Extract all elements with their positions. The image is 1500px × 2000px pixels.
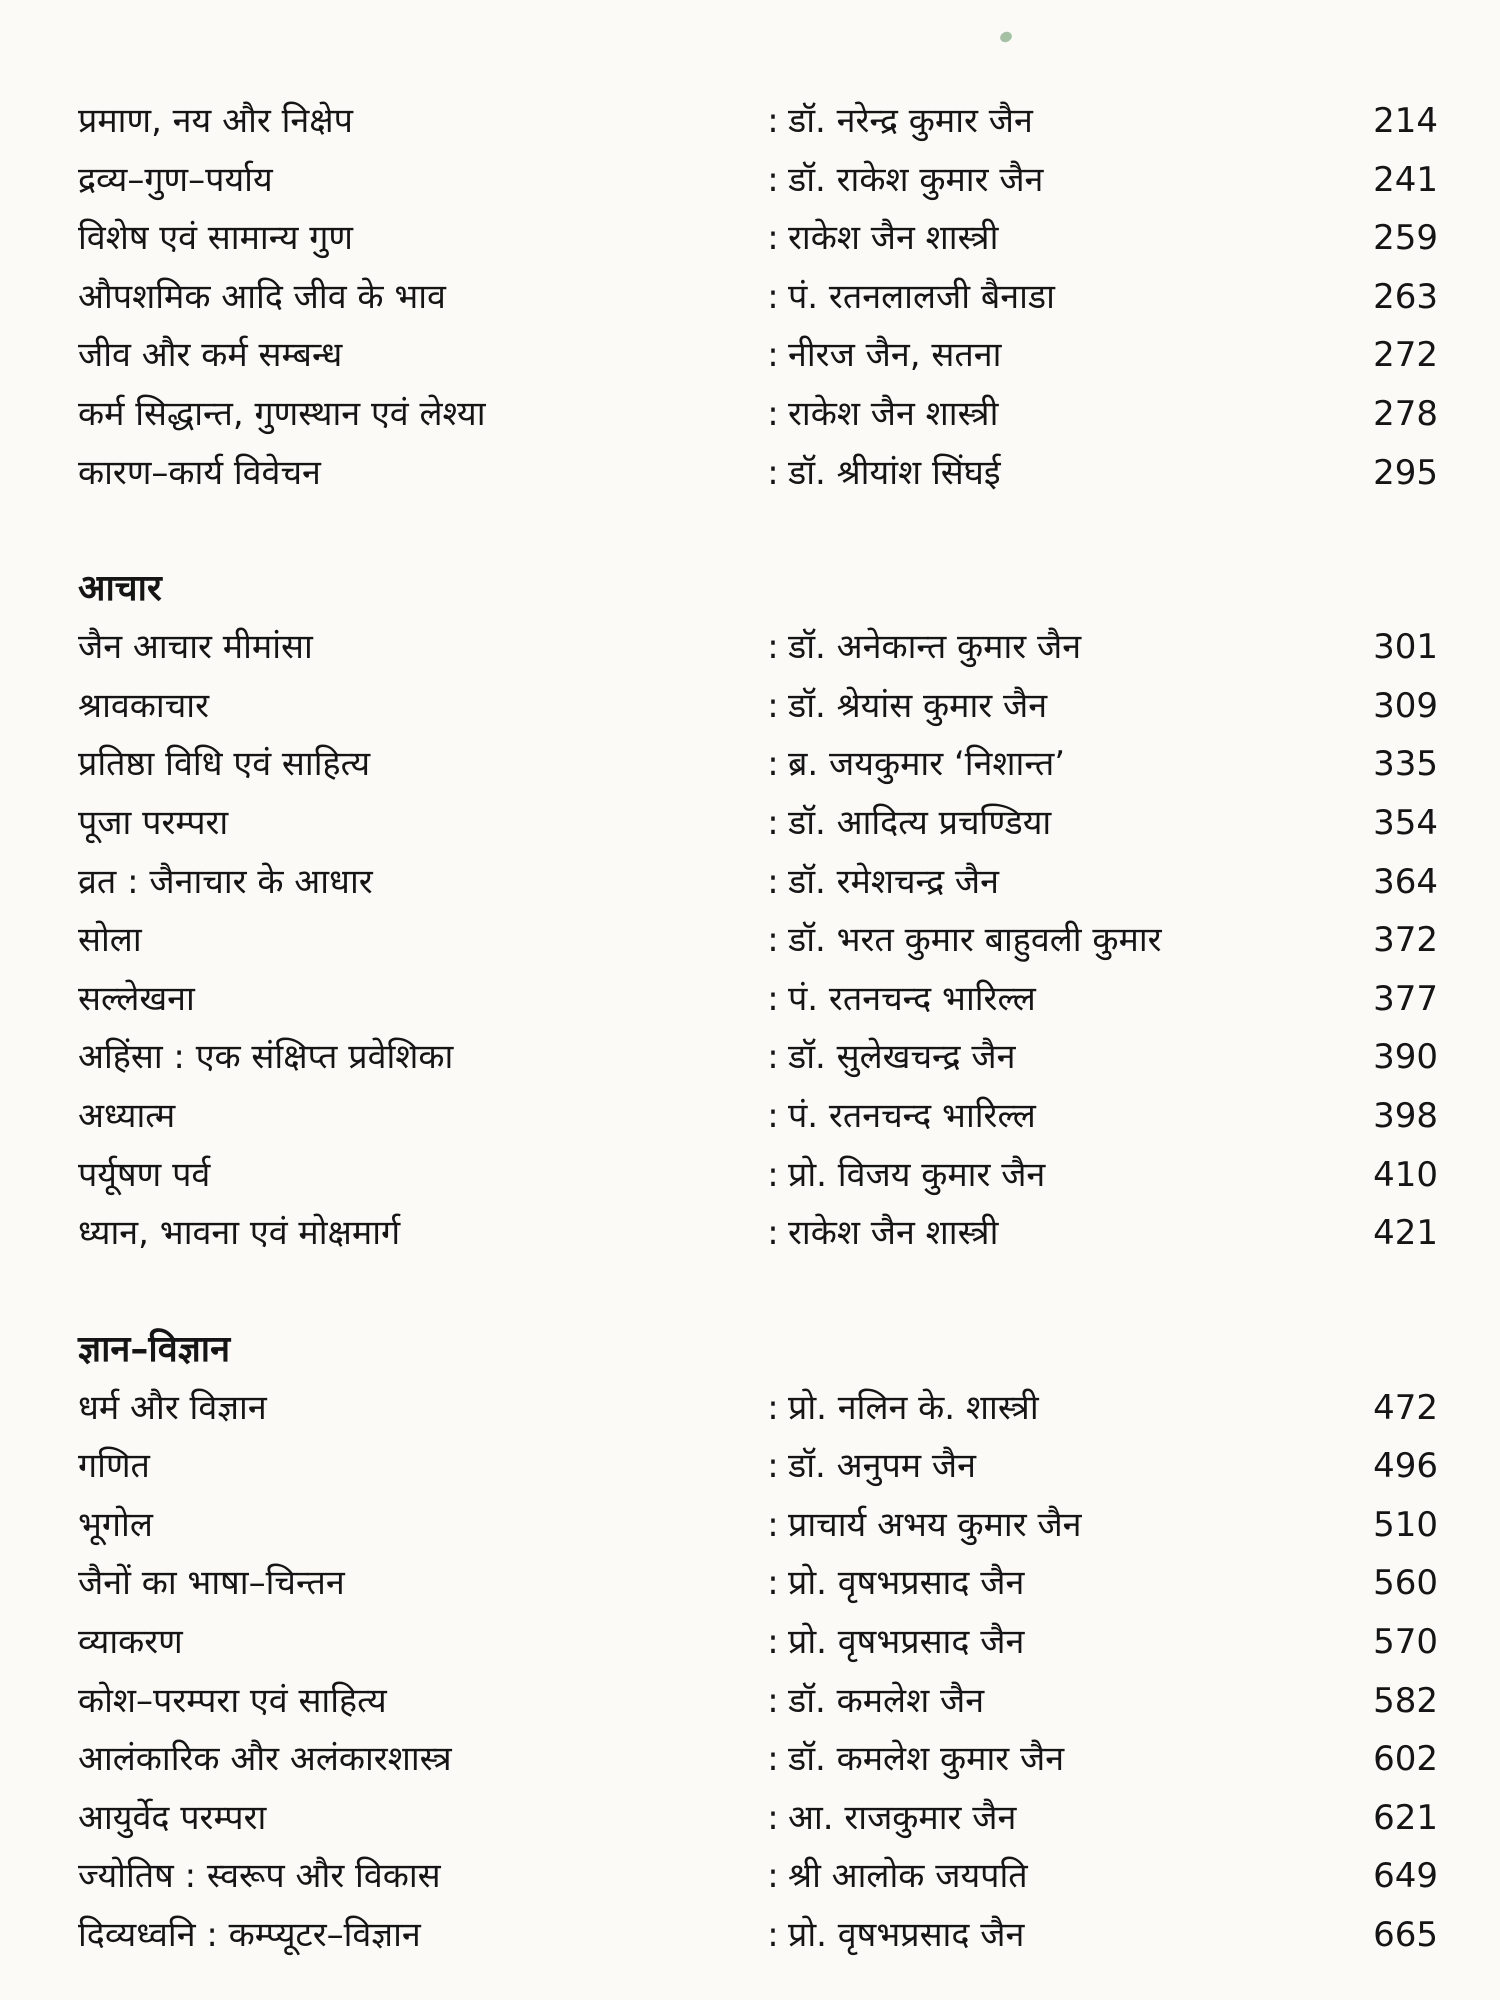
entry-page-number: 649 <box>1373 1856 1438 1897</box>
toc-entry <box>78 677 1438 736</box>
entry-page-number: 421 <box>1373 1213 1438 1254</box>
entry-title: आलंकारिक और अलंकारशास्त्र <box>78 1739 452 1780</box>
entry-page-number: 410 <box>1373 1154 1438 1195</box>
entry-author: प्राचार्य अभय कुमार जैन <box>788 1504 1082 1545</box>
entry-separator: : <box>767 276 779 317</box>
entry-page-number: 496 <box>1373 1446 1438 1487</box>
entry-page-number: 372 <box>1373 920 1438 961</box>
entry-author: राकेश जैन शास्त्री <box>788 218 999 259</box>
entry-title: प्रतिष्ठा विधि एवं साहित्य <box>78 744 371 785</box>
entry-title: व्रत : जैनाचार के आधार <box>78 861 373 902</box>
entry-page-number: 510 <box>1373 1504 1438 1545</box>
entry-title: ज्योतिष : स्वरूप और विकास <box>78 1856 441 1897</box>
entry-separator: : <box>767 1622 779 1663</box>
entry-author: डॉ. नरेन्द्र कुमार जैन <box>788 101 1033 141</box>
toc-entry <box>78 1028 1438 1087</box>
entry-title: अध्यात्म <box>78 1095 176 1136</box>
entry-title: कर्म सिद्धान्त, गुणस्थान एवं लेश्या <box>78 393 486 434</box>
entry-separator: : <box>767 1095 779 1136</box>
entry-page-number: 272 <box>1373 335 1438 376</box>
entry-author: डॉ. अनेकान्त कुमार जैन <box>788 627 1082 668</box>
entry-author: प्रो. वृषभप्रसाद जैन <box>788 1915 1025 1956</box>
toc-entry <box>78 1613 1438 1672</box>
entry-author: राकेश जैन शास्त्री <box>788 393 999 434</box>
entry-title: अहिंसा : एक संक्षिप्त प्रवेशिका <box>78 1037 454 1078</box>
entry-author: डॉ. राकेश कुमार जैन <box>788 159 1044 200</box>
entry-separator: : <box>767 802 779 843</box>
toc-section-achar <box>78 560 1438 1263</box>
entry-page-number: 665 <box>1373 1915 1438 1956</box>
entry-author: प्रो. वृषभप्रसाद जैन <box>788 1622 1025 1663</box>
section-heading: आचार <box>78 568 162 610</box>
entry-title: जैन आचार मीमांसा <box>78 627 313 668</box>
entry-separator: : <box>767 1213 779 1254</box>
toc-entry <box>78 853 1438 912</box>
entry-page-number: 259 <box>1373 218 1438 259</box>
toc-entry <box>78 151 1438 210</box>
entry-separator: : <box>767 744 779 785</box>
entry-separator: : <box>767 1797 779 1838</box>
entry-separator: : <box>767 1154 779 1195</box>
toc-entry <box>78 1789 1438 1848</box>
toc-entry <box>78 1730 1438 1789</box>
entry-title: कारण–कार्य विवेचन <box>78 452 321 493</box>
toc-entry <box>78 1672 1438 1731</box>
entry-page-number: 301 <box>1373 627 1438 668</box>
entry-title: दिव्यध्वनि : कम्प्यूटर–विज्ञान <box>78 1915 421 1956</box>
entry-author: डॉ. सुलेखचन्द्र जैन <box>788 1037 1016 1078</box>
toc-entry <box>78 1847 1438 1906</box>
entry-author: डॉ. अनुपम जैन <box>788 1446 977 1487</box>
toc-entry <box>78 209 1438 268</box>
entry-author: पं. रतनचन्द भारिल्ल <box>788 1095 1036 1136</box>
entry-author: डॉ. श्रीयांश सिंघई <box>788 452 1001 493</box>
entry-page-number: 241 <box>1373 159 1438 200</box>
entry-author: राकेश जैन शास्त्री <box>788 1213 999 1254</box>
entry-separator: : <box>767 685 779 726</box>
entry-separator: : <box>767 1739 779 1780</box>
toc-entry <box>78 1496 1438 1555</box>
toc-entry <box>78 1554 1438 1613</box>
entry-separator: : <box>767 1856 779 1897</box>
toc-entry <box>78 618 1438 677</box>
entry-author: डॉ. कमलेश कुमार जैन <box>788 1739 1065 1780</box>
ink-spot <box>998 30 1013 44</box>
entry-page-number: 390 <box>1373 1037 1438 1078</box>
entry-separator: : <box>767 452 779 493</box>
entry-title: भूगोल <box>78 1504 153 1545</box>
entry-page-number: 560 <box>1373 1563 1438 1604</box>
entry-page-number: 309 <box>1373 685 1438 726</box>
entry-title: जैनों का भाषा–चिन्तन <box>78 1563 345 1604</box>
entry-title: पर्यूषण पर्व <box>78 1154 211 1195</box>
entry-author: पं. रतनचन्द भारिल्ल <box>788 978 1036 1019</box>
section-heading: ज्ञान–विज्ञान <box>78 1328 231 1370</box>
entry-separator: : <box>767 1915 779 1956</box>
entry-title: प्रमाण, नय और निक्षेप <box>78 101 353 141</box>
entry-author: पं. रतनलालजी बैनाडा <box>788 276 1055 317</box>
toc-entry <box>78 911 1438 970</box>
entry-author: आ. राजकुमार जैन <box>788 1797 1017 1838</box>
entry-separator: : <box>767 1563 779 1604</box>
entry-page-number: 364 <box>1373 861 1438 902</box>
toc-entry <box>78 268 1438 327</box>
toc-entry <box>78 326 1438 385</box>
toc-entry <box>78 444 1438 503</box>
entry-separator: : <box>767 1504 779 1545</box>
entry-page-number: 621 <box>1373 1797 1438 1838</box>
entry-author: डॉ. कमलेश जैन <box>788 1680 985 1721</box>
entry-title: जीव और कर्म सम्बन्ध <box>78 335 343 376</box>
entry-title: सोला <box>78 920 142 961</box>
entry-page-number: 263 <box>1373 276 1438 317</box>
entry-separator: : <box>767 1037 779 1078</box>
toc-entry <box>78 970 1438 1029</box>
entry-title: श्रावकाचार <box>78 685 210 726</box>
entry-author: प्रो. विजय कुमार जैन <box>788 1154 1046 1195</box>
entry-separator: : <box>767 627 779 668</box>
entry-title: धर्म और विज्ञान <box>78 1387 267 1428</box>
entry-title: पूजा परम्परा <box>78 802 229 843</box>
entry-author: ब्र. जयकुमार ‘निशान्त’ <box>788 744 1066 785</box>
entry-separator: : <box>767 159 779 200</box>
entry-title: सल्लेखना <box>78 978 195 1019</box>
table-of-contents <box>78 92 1438 1965</box>
entry-page-number: 570 <box>1373 1622 1438 1663</box>
entry-title: विशेष एवं सामान्य गुण <box>78 218 354 259</box>
entry-title: कोश–परम्परा एवं साहित्य <box>78 1680 387 1721</box>
entry-title: गणित <box>78 1446 150 1487</box>
entry-author: प्रो. नलिन के. शास्त्री <box>788 1387 1039 1428</box>
entry-page-number: 335 <box>1373 744 1438 785</box>
toc-entry <box>78 1906 1438 1965</box>
entry-title: औपशमिक आदि जीव के भाव <box>78 276 446 317</box>
entry-author: डॉ. आदित्य प्रचण्डिया <box>788 802 1052 843</box>
entry-page-number: 354 <box>1373 802 1438 843</box>
entry-author: डॉ. श्रेयांस कुमार जैन <box>788 685 1048 726</box>
entry-separator: : <box>767 1680 779 1721</box>
entry-page-number: 472 <box>1373 1387 1438 1428</box>
entry-separator: : <box>767 218 779 259</box>
entry-page-number: 214 <box>1373 101 1438 141</box>
entry-separator: : <box>767 393 779 434</box>
toc-section-gyan-vigyan <box>78 1321 1438 1965</box>
entry-separator: : <box>767 1387 779 1428</box>
toc-entry <box>78 1146 1438 1205</box>
entry-title: आयुर्वेद परम्परा <box>78 1797 267 1838</box>
toc-section <box>78 92 1438 502</box>
entry-page-number: 377 <box>1373 978 1438 1019</box>
entry-separator: : <box>767 101 779 141</box>
entry-author: डॉ. रमेशचन्द्र जैन <box>788 861 1000 902</box>
entry-separator: : <box>767 335 779 376</box>
entry-title: व्याकरण <box>78 1622 183 1663</box>
entry-page-number: 278 <box>1373 393 1438 434</box>
entry-author: नीरज जैन, सतना <box>788 335 1002 376</box>
entry-separator: : <box>767 861 779 902</box>
toc-entry <box>78 1087 1438 1146</box>
entry-separator: : <box>767 1446 779 1487</box>
entry-author: डॉ. भरत कुमार बाहुवली कुमार <box>788 920 1162 961</box>
entry-page-number: 295 <box>1373 452 1438 493</box>
entry-title: ध्यान, भावना एवं मोक्षमार्ग <box>78 1213 401 1254</box>
toc-entry <box>78 1379 1438 1438</box>
toc-entry <box>78 794 1438 853</box>
toc-entry <box>78 92 1438 151</box>
toc-entry <box>78 385 1438 444</box>
entry-page-number: 398 <box>1373 1095 1438 1136</box>
toc-entry <box>78 1437 1438 1496</box>
entry-separator: : <box>767 978 779 1019</box>
entry-author: प्रो. वृषभप्रसाद जैन <box>788 1563 1025 1604</box>
toc-entry <box>78 735 1438 794</box>
entry-title: द्रव्य–गुण–पर्याय <box>78 159 273 200</box>
toc-entry <box>78 1204 1438 1263</box>
entry-page-number: 602 <box>1373 1739 1438 1780</box>
entry-page-number: 582 <box>1373 1680 1438 1721</box>
entry-separator: : <box>767 920 779 961</box>
entry-author: श्री आलोक जयपति <box>788 1856 1028 1897</box>
